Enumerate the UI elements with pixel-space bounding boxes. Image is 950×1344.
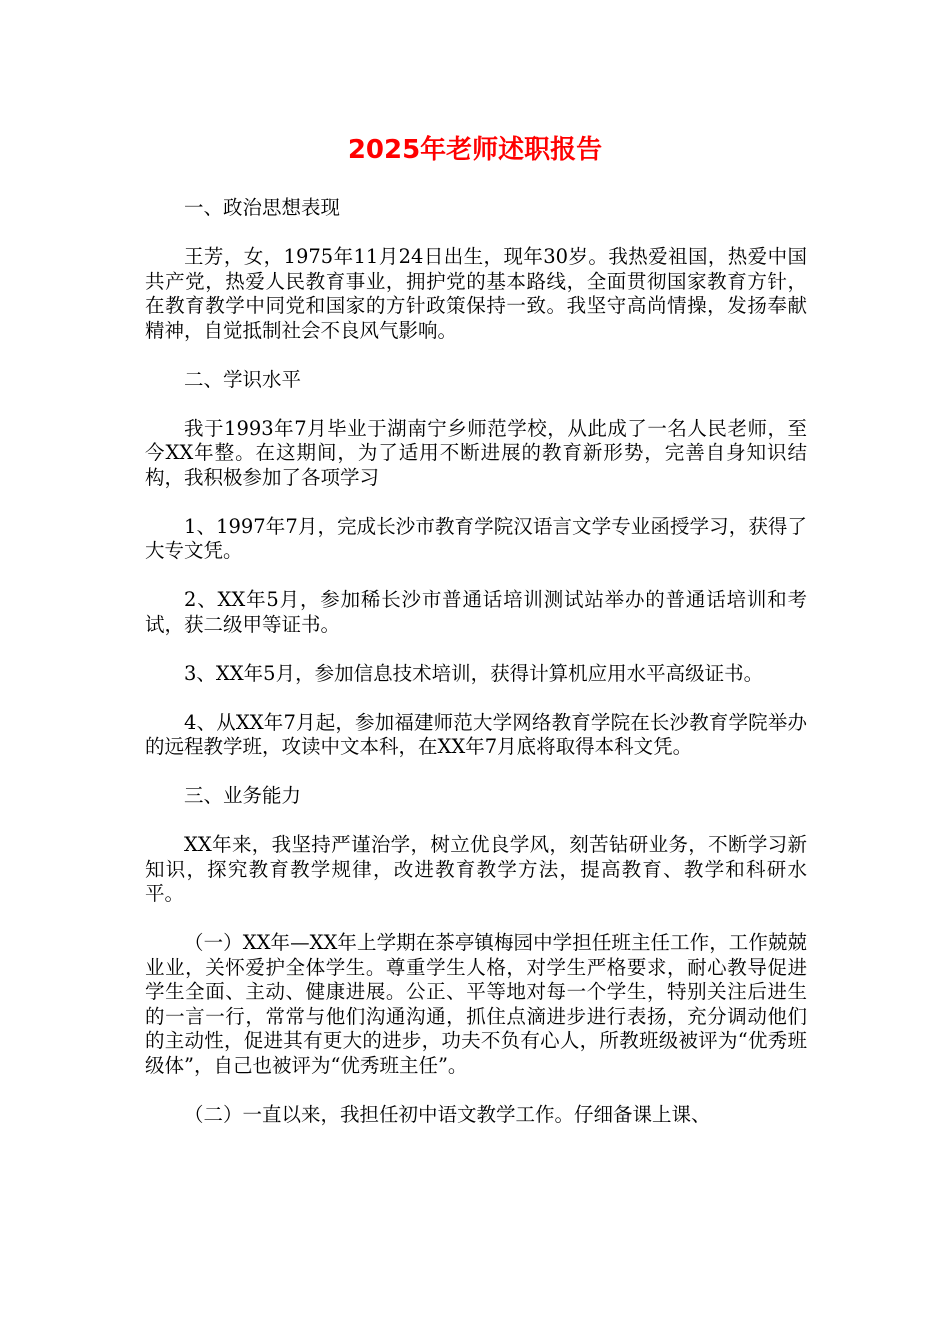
paragraph-ability-summary: XX年来，我坚持严谨治学，树立优良学风，刻苦钻研业务，不断学习新知识，探究教育教学规律，改进教育教学方法，提高教育、教学和科研水平。 bbox=[145, 833, 807, 905]
paragraph-chinese-teaching: （二）一直以来，我担任初中语文教学工作。仔细备课上课、 bbox=[184, 1102, 711, 1126]
paragraph-education-history: 我于1993年7月毕业于湖南宁乡师范学校，从此成了一名人民老师，至今XX年整。在这期间，为了适用不断进展的教育新形势，完善自身知识结构，我积极参加了各项学习 bbox=[145, 416, 807, 489]
section-heading-politics: 一、政治思想表现 bbox=[184, 196, 341, 219]
document-title: 2025年老师述职报告 bbox=[347, 135, 603, 165]
list-item-study-3: 3、XX年5月，参加信息技术培训，获得计算机应用水平高级证书。 bbox=[184, 661, 764, 685]
paragraph-class-teacher: （一）XX年—XX年上学期在茶亭镇梅园中学担任班主任工作，工作兢兢业业，关怀爱护全体学生。尊重学生人格，对学生严格要求，耐心教导促进学生全面、主动、健康进展。公正、平等地对每一个学生，特别关注后进生的一言一行，常常与他们沟通沟通，抓住点滴进步进行表扬，充分调动他们的主动性，促进其有更大的进步，功夫不负有心人，所教班级被评为“优秀班级体”，自己也被评为“优秀班主任”。 bbox=[145, 931, 807, 1077]
paragraph-personal-info: 王芳，女，1975年11月24日出生，现年30岁。我热爱祖国，热爱中国共产党，热爱人民教育事业，拥护党的基本路线，全面贯彻国家教育方针，在教育教学中同党和国家的方针政策保持一致。我坚守高尚情操，发扬奉献精神，自觉抵制社会不良风气影响。 bbox=[145, 245, 807, 342]
document-body bbox=[145, 196, 807, 1152]
list-item-study-4: 4、从XX年7月起，参加福建师范大学网络教育学院在长沙教育学院举办的远程教学班，攻读中文本科，在XX年7月底将取得本科文凭。 bbox=[145, 710, 807, 758]
list-item-study-1: 1、1997年7月，完成长沙市教育学院汉语言文学专业函授学习，获得了大专文凭。 bbox=[145, 514, 807, 562]
list-item-study-2: 2、XX年5月，参加稀长沙市普通话培训测试站举办的普通话培训和考试，获二级甲等证书。 bbox=[145, 588, 807, 636]
section-heading-knowledge: 二、学识水平 bbox=[184, 367, 302, 391]
section-heading-ability: 三、业务能力 bbox=[184, 784, 302, 807]
